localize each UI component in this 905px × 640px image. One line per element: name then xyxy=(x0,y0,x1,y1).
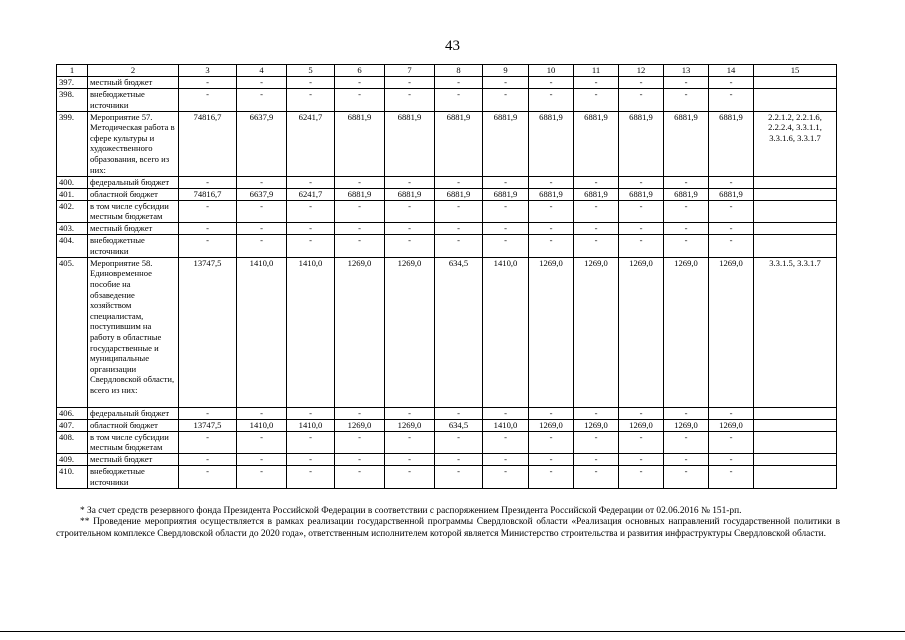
column-header-4: 4 xyxy=(237,65,287,77)
value-cell: - xyxy=(709,407,754,419)
target-indicators xyxy=(754,89,837,112)
row-name: внебюджетные источники xyxy=(88,235,179,258)
row-number: 408. xyxy=(57,431,88,454)
value-cell: - xyxy=(435,454,483,466)
value-cell: 6881,9 xyxy=(435,111,483,176)
value-cell: 13747,5 xyxy=(179,257,237,407)
value-cell: - xyxy=(664,176,709,188)
value-cell: - xyxy=(483,407,529,419)
value-cell: - xyxy=(483,77,529,89)
value-cell: 6881,9 xyxy=(335,188,385,200)
value-cell: - xyxy=(237,466,287,489)
value-cell: - xyxy=(619,223,664,235)
row-number: 410. xyxy=(57,466,88,489)
value-cell: - xyxy=(574,223,619,235)
table-row xyxy=(57,223,837,235)
value-cell: 1269,0 xyxy=(335,419,385,431)
target-indicators xyxy=(754,176,837,188)
value-cell: 1410,0 xyxy=(287,419,335,431)
row-name: Мероприятие 57. Методическая работа в сфере культуры и художественного образования, всего из них: xyxy=(88,111,179,176)
target-indicators xyxy=(754,419,837,431)
row-name: местный бюджет xyxy=(88,77,179,89)
value-cell: - xyxy=(483,466,529,489)
value-cell: - xyxy=(385,466,435,489)
row-number: 402. xyxy=(57,200,88,223)
table-row xyxy=(57,407,837,419)
value-cell: - xyxy=(335,454,385,466)
value-cell: 1269,0 xyxy=(664,419,709,431)
value-cell: 6881,9 xyxy=(709,111,754,176)
value-cell: - xyxy=(664,466,709,489)
value-cell: - xyxy=(574,176,619,188)
value-cell: 6881,9 xyxy=(335,111,385,176)
value-cell: - xyxy=(237,235,287,258)
value-cell: 6637,9 xyxy=(237,111,287,176)
value-cell: 634,5 xyxy=(435,257,483,407)
row-number: 397. xyxy=(57,77,88,89)
value-cell: - xyxy=(179,176,237,188)
value-cell: - xyxy=(664,89,709,112)
target-indicators xyxy=(754,407,837,419)
value-cell: 1410,0 xyxy=(483,419,529,431)
value-cell: - xyxy=(709,89,754,112)
row-name: в том числе субсидии местным бюджетам xyxy=(88,200,179,223)
value-cell: - xyxy=(237,89,287,112)
page-bottom-rule xyxy=(0,631,905,632)
value-cell: - xyxy=(335,235,385,258)
column-header-14: 14 xyxy=(709,65,754,77)
value-cell: - xyxy=(179,235,237,258)
value-cell: - xyxy=(664,454,709,466)
value-cell: - xyxy=(335,77,385,89)
value-cell: - xyxy=(709,454,754,466)
value-cell: - xyxy=(287,223,335,235)
table-row xyxy=(57,188,837,200)
value-cell: 1269,0 xyxy=(709,257,754,407)
value-cell: - xyxy=(435,89,483,112)
value-cell: - xyxy=(619,77,664,89)
value-cell: - xyxy=(483,431,529,454)
value-cell: 6637,9 xyxy=(237,188,287,200)
table-row xyxy=(57,431,837,454)
target-indicators xyxy=(754,188,837,200)
value-cell: - xyxy=(709,223,754,235)
value-cell: - xyxy=(435,466,483,489)
value-cell: - xyxy=(385,200,435,223)
value-cell: 1269,0 xyxy=(385,257,435,407)
value-cell: - xyxy=(435,176,483,188)
value-cell: 6881,9 xyxy=(664,111,709,176)
value-cell: - xyxy=(619,200,664,223)
row-number: 398. xyxy=(57,89,88,112)
value-cell: 1410,0 xyxy=(237,257,287,407)
value-cell: 6241,7 xyxy=(287,188,335,200)
value-cell: - xyxy=(483,235,529,258)
target-indicators xyxy=(754,223,837,235)
value-cell: - xyxy=(529,223,574,235)
target-indicators xyxy=(754,466,837,489)
value-cell: - xyxy=(287,176,335,188)
column-header-2: 2 xyxy=(88,65,179,77)
value-cell: - xyxy=(287,454,335,466)
column-header-15: 15 xyxy=(754,65,837,77)
value-cell: 1269,0 xyxy=(619,257,664,407)
value-cell: - xyxy=(483,176,529,188)
value-cell: - xyxy=(335,176,385,188)
row-name: областной бюджет xyxy=(88,188,179,200)
value-cell: - xyxy=(335,466,385,489)
target-indicators: 2.2.1.2, 2.2.1.6, 2.2.2.4, 3.3.1.1, 3.3.1.6, 3.3.1.7 xyxy=(754,111,837,176)
table-body xyxy=(57,65,837,489)
value-cell: - xyxy=(237,431,287,454)
value-cell: - xyxy=(385,223,435,235)
column-header-11: 11 xyxy=(574,65,619,77)
value-cell: - xyxy=(385,176,435,188)
value-cell: - xyxy=(335,431,385,454)
value-cell: - xyxy=(574,407,619,419)
value-cell: 1410,0 xyxy=(237,419,287,431)
table-row xyxy=(57,419,837,431)
value-cell: - xyxy=(709,176,754,188)
table-row xyxy=(57,257,837,407)
value-cell: 6881,9 xyxy=(574,111,619,176)
column-header-1: 1 xyxy=(57,65,88,77)
value-cell: - xyxy=(529,407,574,419)
value-cell: - xyxy=(483,89,529,112)
value-cell: - xyxy=(664,431,709,454)
table-row xyxy=(57,454,837,466)
value-cell: - xyxy=(287,431,335,454)
row-name: местный бюджет xyxy=(88,454,179,466)
target-indicators xyxy=(754,431,837,454)
row-name: внебюджетные источники xyxy=(88,466,179,489)
column-header-9: 9 xyxy=(483,65,529,77)
value-cell: - xyxy=(435,407,483,419)
row-number: 404. xyxy=(57,235,88,258)
row-name: областной бюджет xyxy=(88,419,179,431)
table-row xyxy=(57,176,837,188)
value-cell: 6881,9 xyxy=(619,188,664,200)
value-cell: - xyxy=(237,407,287,419)
column-header-7: 7 xyxy=(385,65,435,77)
value-cell: - xyxy=(574,431,619,454)
row-number: 400. xyxy=(57,176,88,188)
value-cell: - xyxy=(709,200,754,223)
row-name: федеральный бюджет xyxy=(88,176,179,188)
value-cell: - xyxy=(385,454,435,466)
value-cell: - xyxy=(619,176,664,188)
table-row xyxy=(57,235,837,258)
value-cell: - xyxy=(385,235,435,258)
value-cell: 1269,0 xyxy=(574,257,619,407)
value-cell: 1410,0 xyxy=(287,257,335,407)
value-cell: - xyxy=(335,223,385,235)
value-cell: 6881,9 xyxy=(529,111,574,176)
value-cell: - xyxy=(179,431,237,454)
value-cell: - xyxy=(385,431,435,454)
value-cell: 74816,7 xyxy=(179,188,237,200)
value-cell: - xyxy=(619,431,664,454)
value-cell: - xyxy=(179,77,237,89)
value-cell: - xyxy=(287,466,335,489)
page-number: 43 xyxy=(445,38,460,54)
value-cell: - xyxy=(385,89,435,112)
value-cell: - xyxy=(435,235,483,258)
target-indicators xyxy=(754,200,837,223)
target-indicators xyxy=(754,454,837,466)
column-header-10: 10 xyxy=(529,65,574,77)
table-header-row xyxy=(57,65,837,77)
value-cell: - xyxy=(435,223,483,235)
value-cell: - xyxy=(529,176,574,188)
value-cell: - xyxy=(435,431,483,454)
row-number: 406. xyxy=(57,407,88,419)
value-cell: 1269,0 xyxy=(619,419,664,431)
value-cell: - xyxy=(237,77,287,89)
value-cell: - xyxy=(179,407,237,419)
value-cell: 6241,7 xyxy=(287,111,335,176)
value-cell: - xyxy=(385,77,435,89)
value-cell: - xyxy=(529,200,574,223)
value-cell: 1269,0 xyxy=(385,419,435,431)
table-row xyxy=(57,466,837,489)
value-cell: - xyxy=(287,407,335,419)
value-cell: 6881,9 xyxy=(435,188,483,200)
table-row xyxy=(57,200,837,223)
column-header-8: 8 xyxy=(435,65,483,77)
value-cell: - xyxy=(664,235,709,258)
value-cell: 1269,0 xyxy=(529,419,574,431)
value-cell: - xyxy=(619,235,664,258)
value-cell: - xyxy=(574,200,619,223)
column-header-3: 3 xyxy=(179,65,237,77)
value-cell: - xyxy=(179,466,237,489)
value-cell: - xyxy=(664,200,709,223)
value-cell: - xyxy=(179,89,237,112)
row-number: 399. xyxy=(57,111,88,176)
value-cell: - xyxy=(483,223,529,235)
row-name: внебюджетные источники xyxy=(88,89,179,112)
value-cell: - xyxy=(574,466,619,489)
value-cell: - xyxy=(179,454,237,466)
value-cell: 1269,0 xyxy=(709,419,754,431)
footnote: * За счет средств резервного фонда Президента Российской Федерации в соответствии с распоряжением Президента Российской Федерации от 02.06.2016 № 151-рп. xyxy=(80,506,742,516)
value-cell: - xyxy=(287,89,335,112)
value-cell: 1269,0 xyxy=(664,257,709,407)
value-cell: - xyxy=(335,89,385,112)
value-cell: 1269,0 xyxy=(335,257,385,407)
value-cell: - xyxy=(237,200,287,223)
target-indicators: 3.3.1.5, 3.3.1.7 xyxy=(754,257,837,407)
value-cell: - xyxy=(574,77,619,89)
footnotes xyxy=(56,506,840,540)
value-cell: - xyxy=(483,454,529,466)
value-cell: - xyxy=(483,200,529,223)
value-cell: 6881,9 xyxy=(483,188,529,200)
value-cell: - xyxy=(529,89,574,112)
value-cell: 6881,9 xyxy=(664,188,709,200)
column-header-12: 12 xyxy=(619,65,664,77)
value-cell: 6881,9 xyxy=(574,188,619,200)
value-cell: - xyxy=(435,200,483,223)
column-header-5: 5 xyxy=(287,65,335,77)
footnote: ** Проведение мероприятия осуществляется в рамках реализации государственной программы Свердловской области «Реализация основных направлений государственной политики в строительном комплексе Свердловской области до 2020 года», ответственным исполнителем которой является Министерство строительства и развития инфраструктуры Свердловской области. xyxy=(56,517,840,539)
value-cell: - xyxy=(529,466,574,489)
value-cell: - xyxy=(237,454,287,466)
value-cell: - xyxy=(287,77,335,89)
value-cell: - xyxy=(287,200,335,223)
value-cell: 6881,9 xyxy=(483,111,529,176)
value-cell: 6881,9 xyxy=(619,111,664,176)
value-cell: - xyxy=(664,77,709,89)
value-cell: 6881,9 xyxy=(385,188,435,200)
value-cell: 1269,0 xyxy=(574,419,619,431)
value-cell: - xyxy=(529,77,574,89)
value-cell: - xyxy=(335,200,385,223)
value-cell: 6881,9 xyxy=(529,188,574,200)
value-cell: - xyxy=(664,407,709,419)
target-indicators xyxy=(754,235,837,258)
value-cell: - xyxy=(335,407,385,419)
value-cell: - xyxy=(574,454,619,466)
value-cell: 1269,0 xyxy=(529,257,574,407)
value-cell: 634,5 xyxy=(435,419,483,431)
column-header-6: 6 xyxy=(335,65,385,77)
row-name: Мероприятие 58. Единовременное пособие на обзаведение хозяйством специалистам, поступившим на работу в областные государственные и муниципальные организации Свердловской области, всего из них: xyxy=(88,257,179,407)
value-cell: - xyxy=(529,431,574,454)
value-cell: 6881,9 xyxy=(385,111,435,176)
table-row xyxy=(57,89,837,112)
value-cell: - xyxy=(179,200,237,223)
value-cell: - xyxy=(287,235,335,258)
value-cell: - xyxy=(435,77,483,89)
row-number: 401. xyxy=(57,188,88,200)
value-cell: 13747,5 xyxy=(179,419,237,431)
value-cell: - xyxy=(529,235,574,258)
value-cell: - xyxy=(237,223,287,235)
value-cell: - xyxy=(237,176,287,188)
table-row xyxy=(57,77,837,89)
value-cell: - xyxy=(664,223,709,235)
row-name: в том числе субсидии местным бюджетам xyxy=(88,431,179,454)
value-cell: - xyxy=(709,235,754,258)
column-header-13: 13 xyxy=(664,65,709,77)
row-number: 409. xyxy=(57,454,88,466)
target-indicators xyxy=(754,77,837,89)
value-cell: - xyxy=(574,235,619,258)
value-cell: - xyxy=(619,89,664,112)
value-cell: - xyxy=(709,431,754,454)
value-cell: - xyxy=(179,223,237,235)
row-name: федеральный бюджет xyxy=(88,407,179,419)
value-cell: - xyxy=(574,89,619,112)
row-number: 407. xyxy=(57,419,88,431)
value-cell: - xyxy=(385,407,435,419)
value-cell: - xyxy=(619,466,664,489)
value-cell: - xyxy=(709,466,754,489)
row-number: 405. xyxy=(57,257,88,407)
value-cell: - xyxy=(529,454,574,466)
value-cell: 6881,9 xyxy=(709,188,754,200)
value-cell: - xyxy=(619,407,664,419)
value-cell: - xyxy=(619,454,664,466)
table-row xyxy=(57,111,837,176)
value-cell: 74816,7 xyxy=(179,111,237,176)
budget-table xyxy=(56,64,837,489)
row-number: 403. xyxy=(57,223,88,235)
value-cell: 1410,0 xyxy=(483,257,529,407)
value-cell: - xyxy=(709,77,754,89)
row-name: местный бюджет xyxy=(88,223,179,235)
